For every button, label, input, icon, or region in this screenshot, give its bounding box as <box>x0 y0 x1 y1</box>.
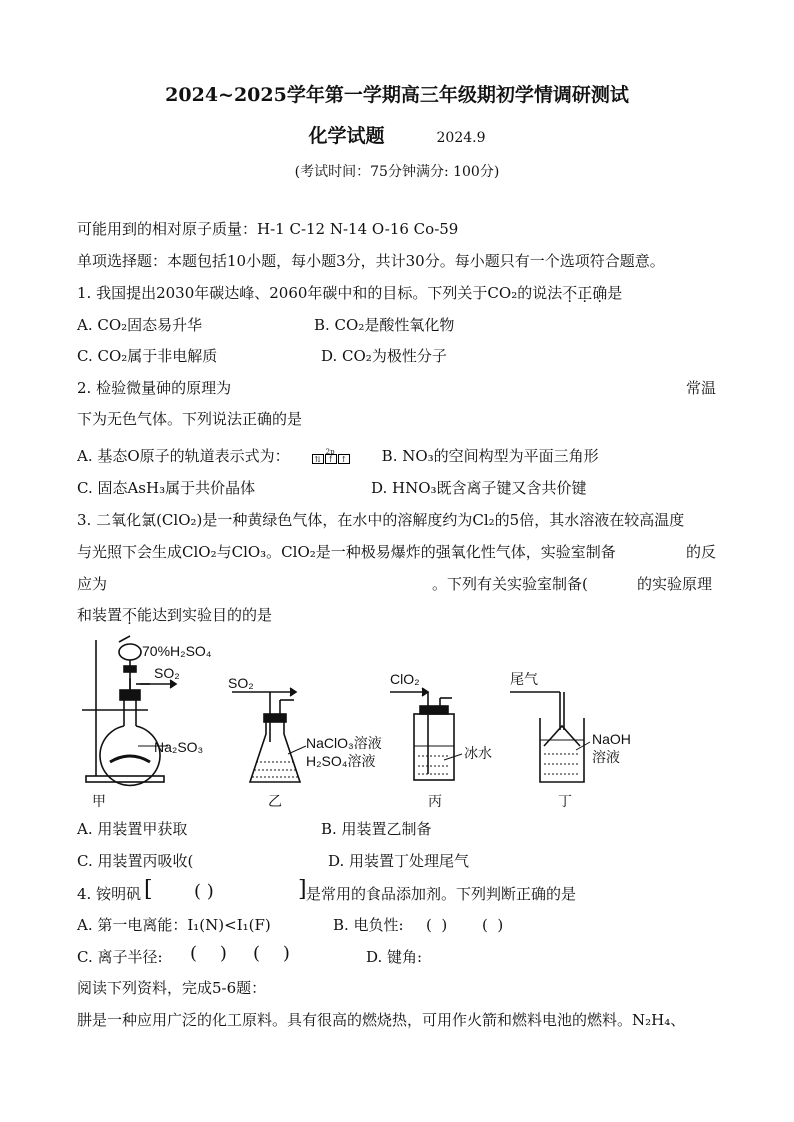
gas-bottle <box>414 714 454 780</box>
q4-stem-a: 4. 铵明矾 <box>77 885 142 903</box>
q3-line4-b: 能达到实验目的的是 <box>137 606 273 624</box>
q1-que-char: 确 <box>592 284 608 302</box>
q3-line3-mid: 。下列有关实验室制备( <box>432 575 588 593</box>
label-so2-yi: SO₂ <box>228 675 254 691</box>
q1-zheng-char: 正 <box>577 284 593 302</box>
q1-option-b: B. CO₂是酸性氧化物 <box>314 316 455 334</box>
q3-line3-end: 的实验原理 <box>637 575 713 593</box>
subject-line <box>0 121 794 148</box>
label-jia: 甲 <box>92 793 106 809</box>
q2-stem-a: 2. 检验微量砷的原理为 <box>77 379 232 397</box>
q3-option-d: D. 用装置丁处理尾气 <box>328 852 470 870</box>
q2-option-a-text: A. 基态O原子的轨道表示式为： <box>77 447 290 465</box>
q4-option-d: D. 键角: <box>366 948 423 966</box>
exam-info: (考试时间：75分钟满分: 100分) <box>294 164 500 180</box>
label-so2-jia: SO₂ <box>154 665 180 681</box>
orbital-diagram <box>312 450 354 464</box>
stand-base <box>86 776 164 782</box>
orbital-box-3: ↑ <box>338 454 350 464</box>
beaker <box>540 718 584 782</box>
orbital-box-2: ↑ <box>325 454 337 464</box>
q2-option-a <box>77 446 599 466</box>
q4-option-c: C. 离子半径: <box>77 948 163 966</box>
q4-b-paren-1: ( ) <box>426 916 448 934</box>
q3-line2: 与光照下会生成ClO₂与ClO₃。ClO₂是一种极易爆炸的强氧化性气体，实验室制备 <box>77 543 616 561</box>
q4-bracket-open: [ <box>144 877 153 902</box>
q3-option-c: C. 用装置丙吸收( <box>77 852 194 870</box>
inverted-funnel <box>544 726 580 746</box>
reading-intro: 阅读下列资料，完成5-6题： <box>77 979 267 997</box>
label-bing: 丙 <box>428 793 442 809</box>
orbital-label: 2p <box>325 448 335 456</box>
q3-line1: 3. 二氧化氯(ClO₂)是一种黄绿色气体，在水中的溶解度约为Cl₂的5倍，其水溶液在较高温度 <box>77 511 685 529</box>
q1-stem-a: 1. 我国提出2030年碳达峰、2060年碳中和的目标。下列关于CO₂的说法 <box>77 284 563 302</box>
label-ice-water: 冰水 <box>464 745 492 761</box>
q4-c-paren-2: ( ) <box>253 943 290 964</box>
q4-stem-b: 是常用的食品添加剂。下列判断正确的是 <box>306 885 577 903</box>
label-yi: 乙 <box>268 793 282 809</box>
label-acid: 70%H₂SO₄ <box>142 643 212 659</box>
label-solution: 溶液 <box>592 749 620 765</box>
label-ding: 丁 <box>558 793 572 809</box>
q1-not-emphasis <box>562 284 607 302</box>
label-naclo3: NaClO₃溶液 <box>306 735 382 751</box>
atomic-masses: 可能用到的相对原子质量：H-1 C-12 N-14 O-16 Co-59 <box>77 220 459 238</box>
q3-line4 <box>77 605 272 625</box>
q4-b-paren-2: ( ) <box>482 916 504 934</box>
q3-line4-a: 和装置 <box>77 606 123 624</box>
q1-not-char: 不 <box>562 284 578 302</box>
q4-option-a: A. 第一电离能：I₁(N)<I₁(F) <box>77 916 271 934</box>
q2-option-d: D. HNO₃既含离子键又含共价键 <box>371 479 587 497</box>
q3-option-b: B. 用装置乙制备 <box>321 820 432 838</box>
q2-option-b: B. NO₃的空间构型为平面三角形 <box>381 447 599 465</box>
label-na2so3: Na₂SO₃ <box>154 739 204 755</box>
q3-line3: 应为 <box>77 575 108 593</box>
q1-option-a: A. CO₂固态易升华 <box>77 316 203 334</box>
q4-c-paren-1: ( ) <box>190 943 227 964</box>
q4-bracket-close: ] <box>298 877 307 902</box>
q2-stem-right: 常温 <box>686 379 717 397</box>
q1-option-d: D. CO₂为极性分子 <box>321 347 447 365</box>
label-tail-gas: 尾气 <box>510 671 538 687</box>
q2-option-c: C. 固态AsH₃属于共价晶体 <box>77 479 256 497</box>
q1-stem <box>77 283 622 303</box>
subject-title: 化学试题 <box>308 125 385 147</box>
label-naoh: NaOH <box>592 731 631 747</box>
exam-title: 2024~2025学年第一学期高三年级期初学情调研测试 <box>165 84 629 106</box>
q3-option-a: A. 用装置甲获取 <box>77 820 188 838</box>
q4-option-b: B. 电负性: <box>333 916 404 934</box>
exam-date: 2024.9 <box>436 130 486 146</box>
label-clo2: ClO₂ <box>390 671 420 687</box>
q3-line2-end: 的反 <box>686 543 717 561</box>
section-intro: 单项选择题：本题包括10小题，每小题3分，共计30分。每小题只有一个选项符合题意。 <box>77 252 665 270</box>
orbital-box-1: ⇅ <box>312 454 324 464</box>
label-h2so4: H₂SO₄溶液 <box>306 753 376 769</box>
passage-text: 肼是一种应用广泛的化工原料。具有很高的燃烧热，可用作火箭和燃料电池的燃料。N₂H₄、 <box>77 1011 686 1029</box>
q1-option-c: C. CO₂属于非电解质 <box>77 347 218 365</box>
apparatus-figure <box>78 634 648 810</box>
funnel-bulb <box>119 644 141 660</box>
q4-paren: ( ) <box>194 881 214 902</box>
q1-stem-b: 是 <box>607 284 623 302</box>
q2-stem-b: 下为无色气体。下列说法正确的是 <box>77 410 303 428</box>
q3-not-emphasis: 不 <box>122 606 138 624</box>
